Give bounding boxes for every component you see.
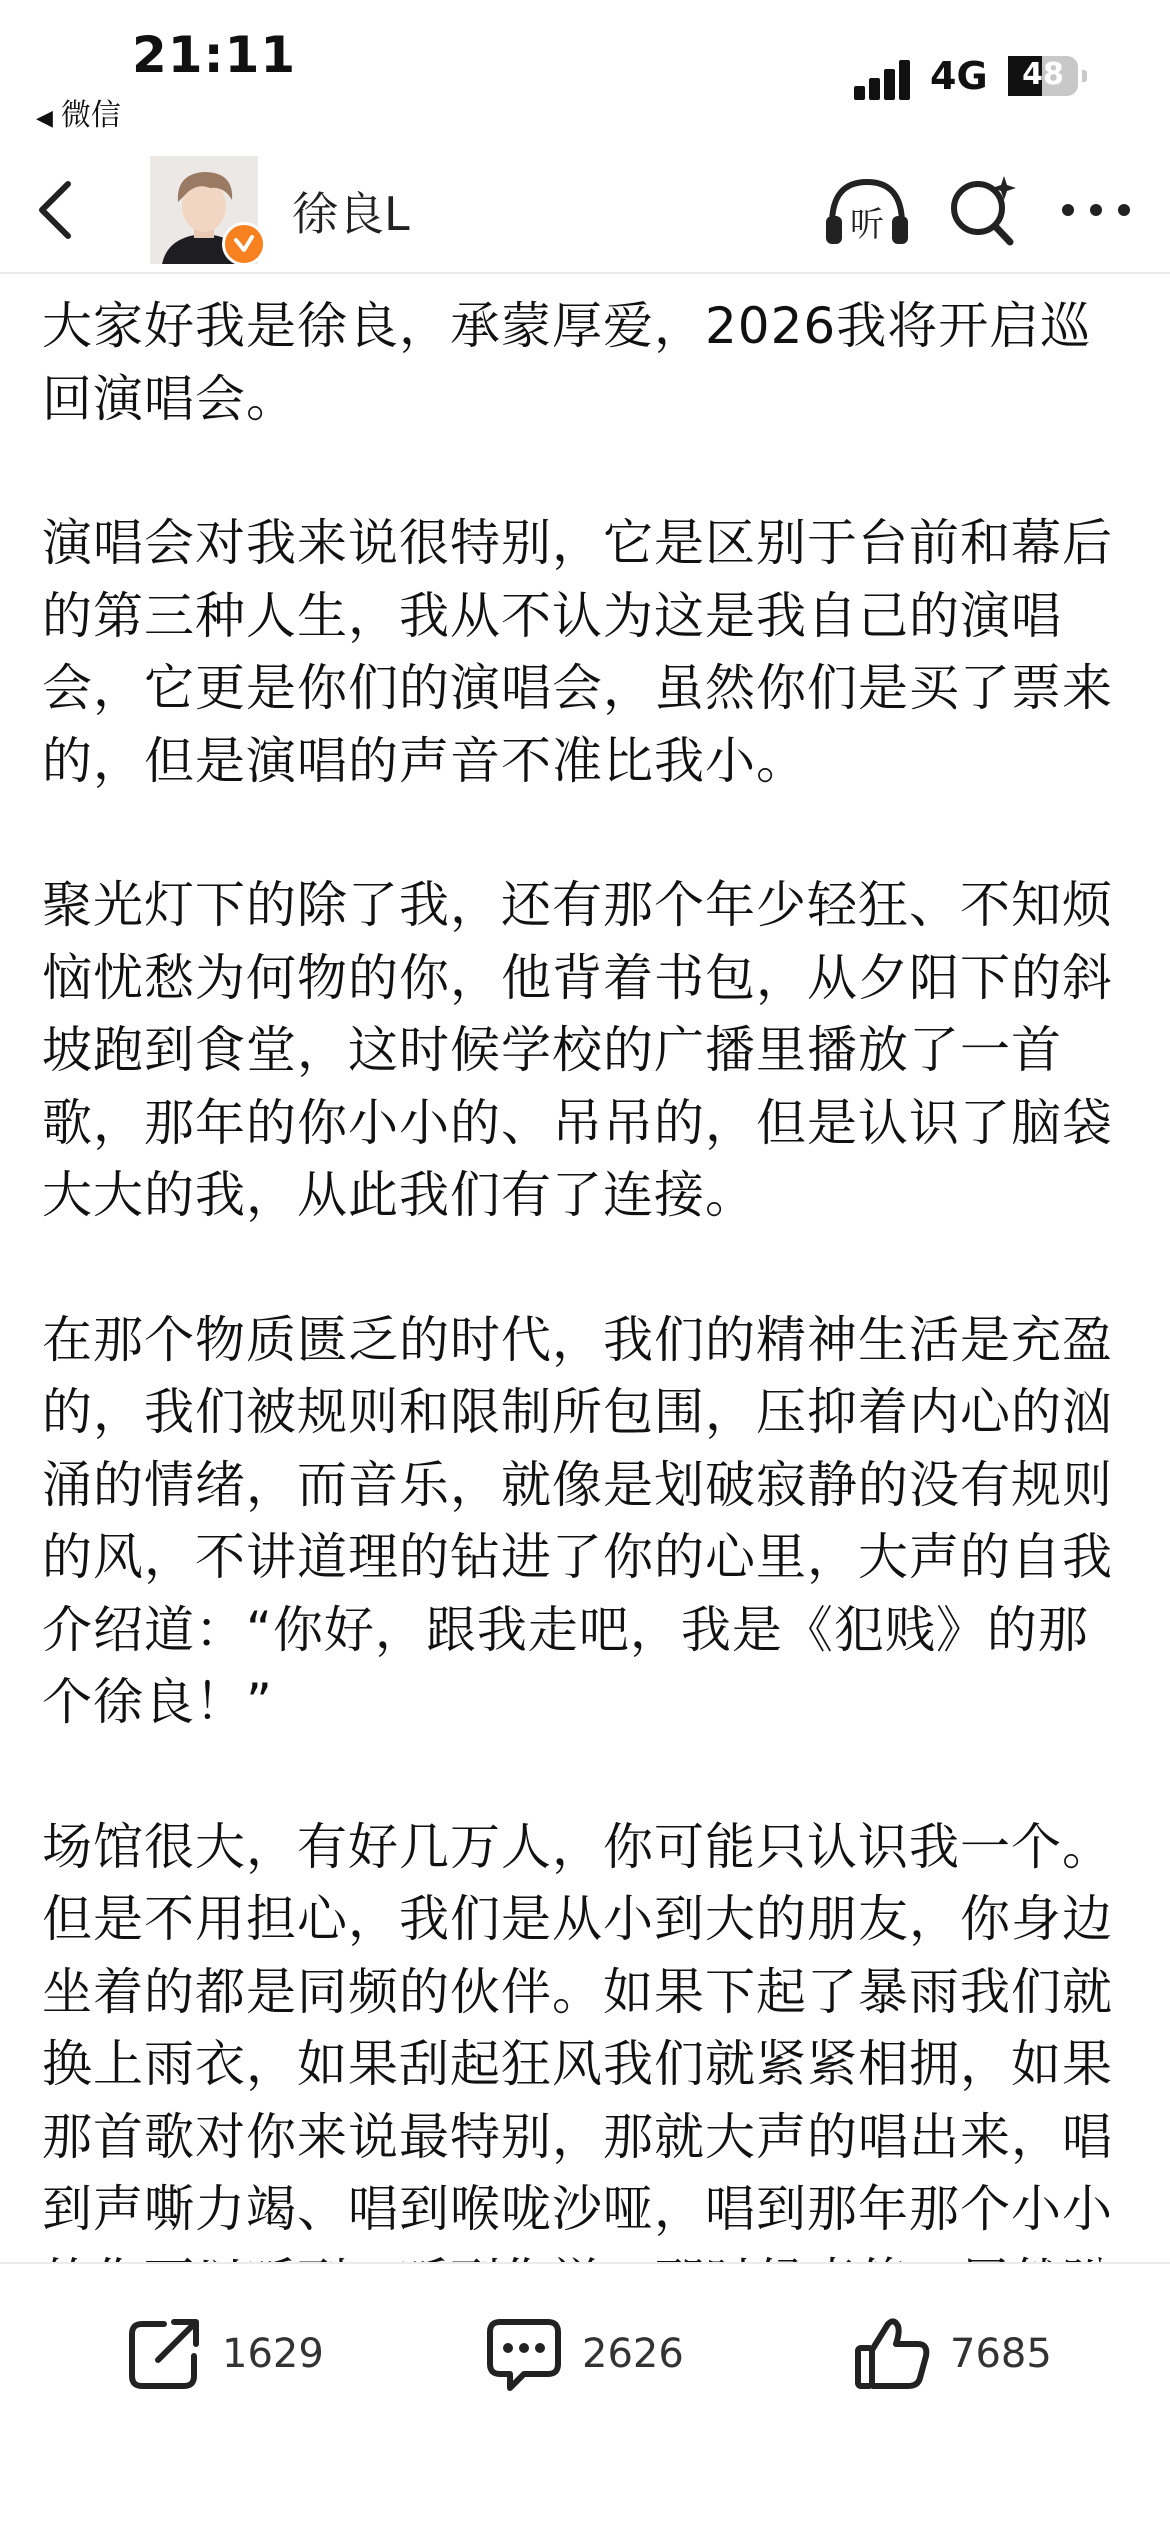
comment-count: 2626 — [582, 2331, 684, 2377]
article-paragraph: 在那个物质匮乏的时代，我们的精神生活是充盈的，我们被规则和限制所包围，压抑着内心的汹涌的情绪，而音乐，就像是划破寂静的没有规则的风，不讲道理的钻进了你的心里，大声的自我介绍道：“你好，跟我走吧，我是《犯贱》的那个徐良！” — [42, 1310, 1113, 1731]
article-paragraph: 场馆很大，有好几万人，你可能只认识我一个。但是不用担心，我们是从小到大的朋友，你身边坐着的都是同频的伙伴。如果下起了暴雨我们就换上雨衣，如果刮起狂风我们就紧紧相拥，如果那首歌对你来说最特别，那就大声的唱出来，唱到声嘶力竭、唱到喉咙沙哑，唱到那年那个小小 — [42, 1817, 1113, 2238]
comment-icon — [484, 2314, 564, 2394]
post-header — [0, 150, 1170, 274]
cellular-signal-icon — [854, 58, 912, 100]
search-sparkle-icon — [944, 170, 1024, 250]
bottom-action-bar — [0, 2262, 1170, 2534]
listen-button[interactable] — [822, 166, 912, 256]
back-app-label: 微信 — [60, 98, 121, 133]
share-button[interactable] — [124, 2314, 324, 2394]
back-triangle-icon: ◀ — [36, 106, 53, 131]
article-paragraph: 聚光灯下的除了我，还有那个年少轻狂、不知烦恼忧愁为何物的你，他背着书包，从夕阳下的斜坡跑到食堂，这时候学校的广播里播放了一首歌，那年的你小小的、吊吊的，但是认识了脑袋大大的我，从此我们有了连接。 — [42, 876, 1113, 1224]
article-body — [42, 290, 1132, 2262]
search-button[interactable] — [944, 170, 1024, 250]
battery-percentage: 48 — [1022, 57, 1064, 92]
chevron-left-icon — [28, 170, 88, 250]
share-count: 1629 — [222, 2331, 324, 2377]
comment-button[interactable] — [484, 2314, 684, 2394]
username[interactable]: 徐良L — [292, 187, 410, 241]
network-type: 4G — [930, 54, 988, 98]
status-bar — [0, 0, 1170, 150]
article-paragraph: 演唱会对我来说很特别，它是区别于台前和幕后的第三种人生，我从不认为这是我自己的演唱会，它更是你们的演唱会，虽然你们是买了票来的，但是演唱的声音不准比我小。 — [42, 514, 1113, 790]
verified-badge-icon — [222, 222, 266, 266]
status-time: 21:11 — [132, 26, 297, 84]
thumbs-up-icon — [852, 2314, 932, 2394]
back-button[interactable] — [28, 170, 88, 250]
more-dots-icon — [1056, 190, 1136, 230]
battery-icon — [1008, 56, 1078, 96]
listen-label: 听 — [850, 205, 884, 245]
like-count: 7685 — [950, 2331, 1052, 2377]
battery-cap — [1082, 70, 1087, 82]
headphones-listen-icon — [822, 166, 912, 256]
more-button[interactable] — [1056, 190, 1136, 230]
article-paragraph: 大家好我是徐良，承蒙厚爱，2026我将开启巡回演唱会。 — [42, 297, 1092, 428]
back-to-wechat[interactable] — [36, 90, 121, 134]
share-icon — [124, 2314, 204, 2394]
like-button[interactable] — [852, 2314, 1052, 2394]
